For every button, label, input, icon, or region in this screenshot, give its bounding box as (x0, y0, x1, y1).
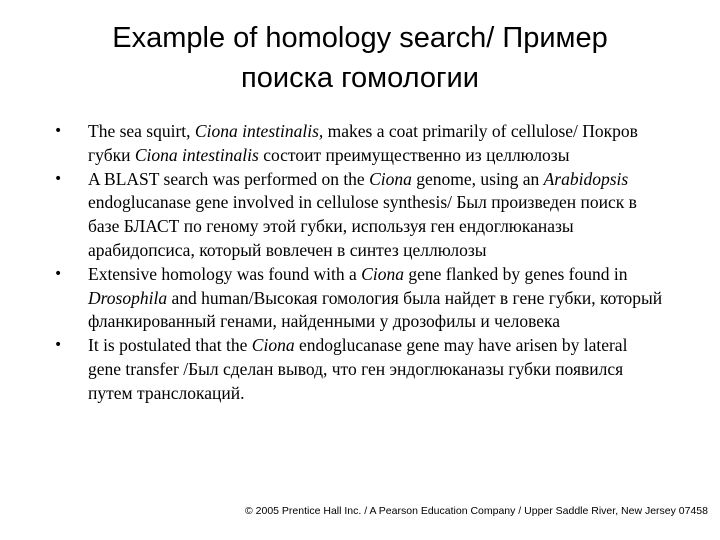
bullet-icon: • (54, 123, 63, 139)
bullet-item (54, 168, 664, 263)
slide-title (40, 18, 680, 98)
bullet-text: The sea squirt, Ciona intestinalis, makes a coat primarily of cellulose/ Покров губки Ciona intestinalis состоит преимущественно из целлюлозы (88, 121, 638, 165)
bullet-icon: • (54, 337, 63, 354)
bullet-list (54, 120, 664, 406)
title-line-2: поиска гомологии (241, 62, 479, 94)
bullet-item (54, 263, 664, 334)
bullet-text: Extensive homology was found with a Ciona gene flanked by genes found in Drosophila and human/Высокая гомология была найдет в гене губки, который фланкированный генами, найденными у дрозофилы и человека (88, 263, 663, 332)
title-line-1: Example of homology search/ Пример (112, 22, 608, 54)
bullet-text: A BLAST search was performed on the Ciona genome, using an Arabidopsis endoglucanase gene involved in cellulose synthesis/ Был произведен поиск в базе БЛАСТ по геному этой губки, используя ген ендоглюканазы арабидопсиса, который вовлечен в синтез целлюлозы (88, 168, 637, 260)
bullet-item (54, 334, 664, 405)
bullet-icon: • (54, 265, 63, 282)
bullet-icon: • (54, 170, 63, 187)
bullet-item (54, 120, 664, 168)
bullet-text: It is postulated that the Ciona endoglucanase gene may have arisen by lateral gene transfer /Был сделан вывод, что ген эндоглюканазы губки появился путем транслокаций. (88, 335, 628, 403)
copyright-footer: © 2005 Prentice Hall Inc. / A Pearson Education Company / Upper Saddle River, New Jersey 07458 (245, 505, 708, 517)
